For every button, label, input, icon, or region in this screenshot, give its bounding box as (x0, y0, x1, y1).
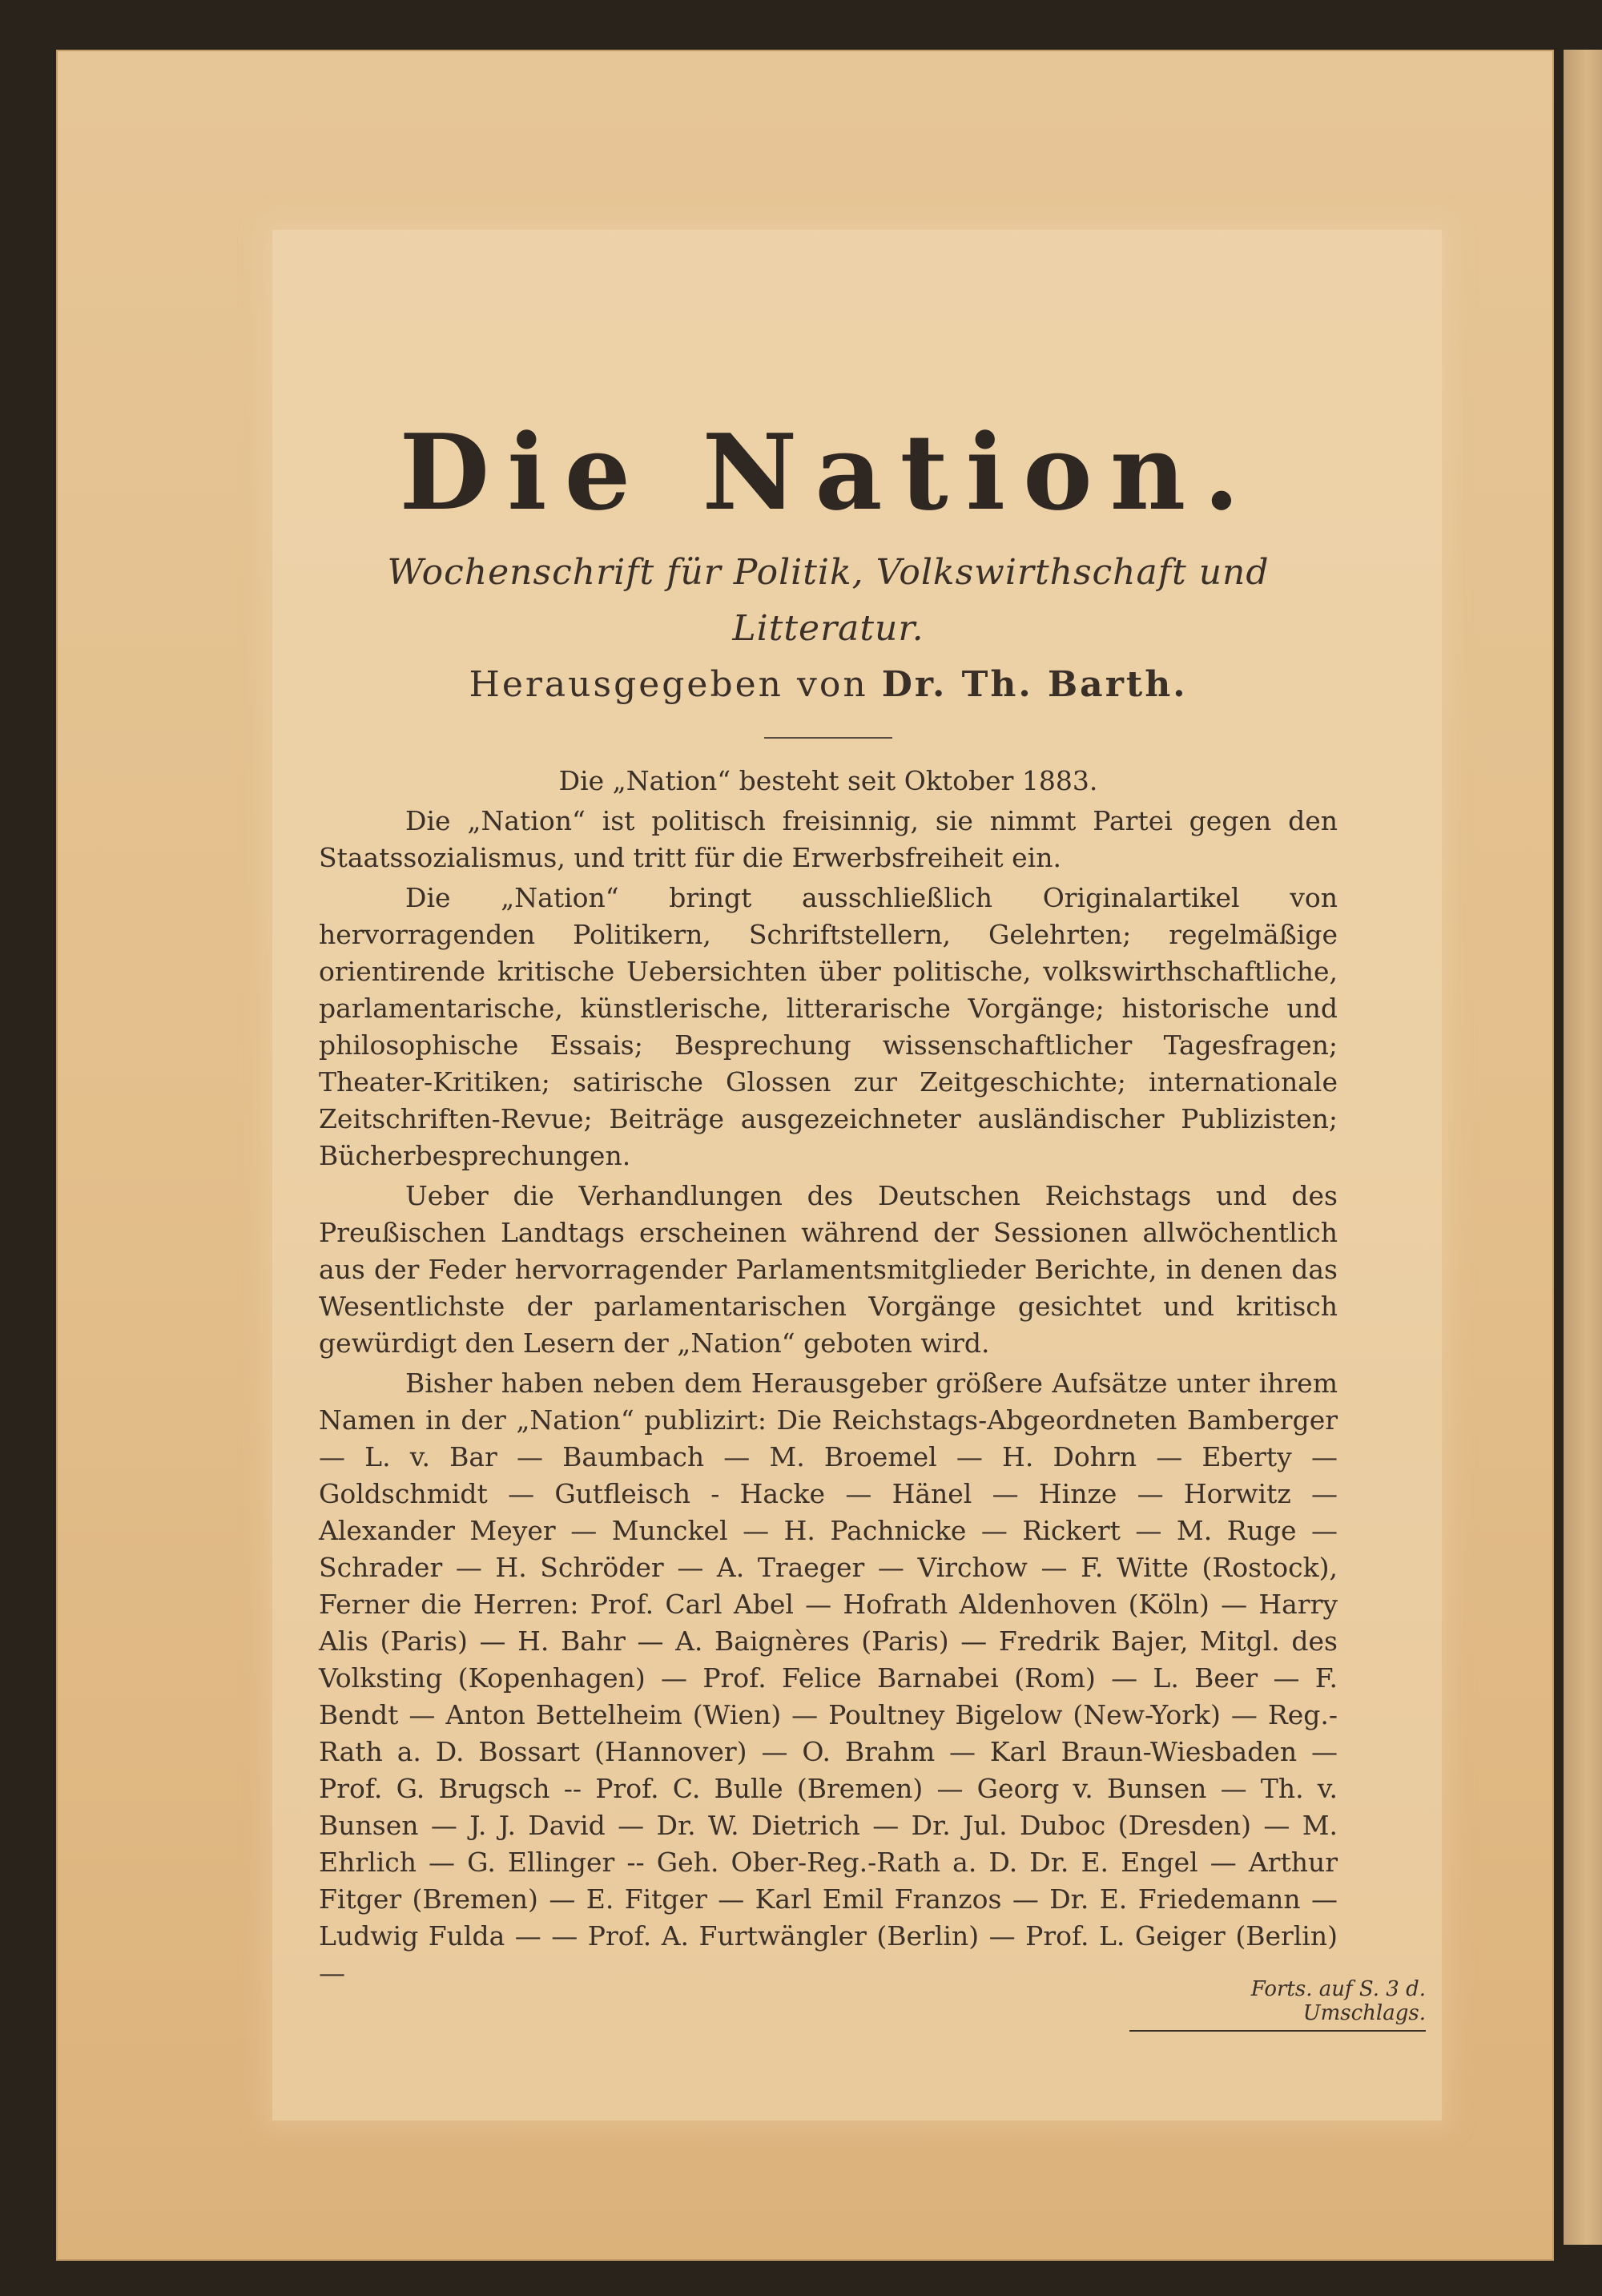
editor-name: Dr. Th. Barth. (881, 664, 1188, 705)
paragraph-parliament: Ueber die Verhandlungen des Deutschen Reichstags und des Preußischen Landtags erscheinen während der Sessionen allwöchentlich aus der Feder hervorragender Parlamentsmitglieder Berichte, in denen das Wesentlichste der parlamentarischen Vorgänge gesichtet und kritisch gewürdigt den Lesern der „Nation“ geboten wird. (319, 1180, 1338, 1359)
title-divider (764, 737, 892, 739)
paragraph-founded: Die „Nation“ besteht seit Oktober 1883. (558, 765, 1098, 796)
adjacent-page-edge (1564, 50, 1602, 2245)
continuation-note: Forts. auf S. 3 d. Umschlags. (1129, 1977, 1426, 2032)
document-content (319, 409, 1338, 1995)
paragraph-politics: Die „Nation“ ist politisch freisinnig, sie nimmt Partei gegen den Staatssozialismus, und tritt für die Erwerbsfreiheit ein. (319, 805, 1338, 873)
masthead-title: Die Nation. (399, 411, 1258, 534)
paragraph-contributors: Bisher haben neben dem Herausgeber größere Aufsätze unter ihrem Namen in der „Nation“ publizirt: Die Reichstags-Abgeordneten Bamberger — L. v. Bar — Baumbach — M. Broemel — H. Dohrn — Eberty — Goldschmidt — Gutfleisch - Hacke — Hänel — Hinze — Horwitz — Alexander Meyer — Munckel — H. Pachnicke — Rickert — M. Ruge — Schrader — H. Schröder — A. Traeger — Virchow — F. Witte (Rostock), Ferner die Herren: Prof. Carl Abel — Hofrath Aldenhoven (Köln) — Harry Alis (Paris) — H. Bahr — A. Baignères (Paris) — Fredrik Bajer, Mitgl. des Volksting (Kopenhagen) — Prof. Felice Barnabei (Rom) — L. Beer — F. Bendt — Anton Bettelheim (Wien) — Poultney Bigelow (New-York) — Reg.-Rath a. D. Bossart (Hannover) — O. Brahm — Karl Braun-Wiesbaden — Prof. G. Brugsch -- Prof. C. Bulle (Bremen) — Georg v. Bunsen — Th. v. Bunsen — J. J. David — Dr. W. Dietrich — Dr. Jul. Duboc (Dresden) — M. Ehrlich — G. Ellinger -- Geh. Ober-Reg.-Rath a. D. Dr. E. Engel — Arthur Fitger (Bremen) — E. Fitger — Karl Emil Franzos — Dr. E. Friedemann — Ludwig Fulda — — Prof. A. Furtwängler (Berlin) — Prof. L. Geiger (Berlin) — (319, 1368, 1338, 1988)
editor-prefix: Herausgegeben von (469, 664, 868, 705)
paragraph-contents: Die „Nation“ bringt ausschließlich Originalartikel von hervorragenden Politikern, Schriftstellern, Gelehrten; regelmäßige orientirende kritische Uebersichten über politische, volkswirthschaftliche, parlamentarische, künstlerische, litterarische Vorgänge; historische und philosophische Essais; Besprechung wissenschaftlicher Tagesfragen; Theater-Kritiken; satirische Glossen zur Zeitgeschichte; internationale Zeitschriften-Revue; Beiträge ausgezeichneter ausländischer Publizisten; Bücherbesprechungen. (319, 882, 1338, 1171)
masthead-subtitle: Wochenschrift für Politik, Volkswirthschaft und Litteratur. (387, 552, 1270, 649)
editor-line (319, 657, 1338, 713)
